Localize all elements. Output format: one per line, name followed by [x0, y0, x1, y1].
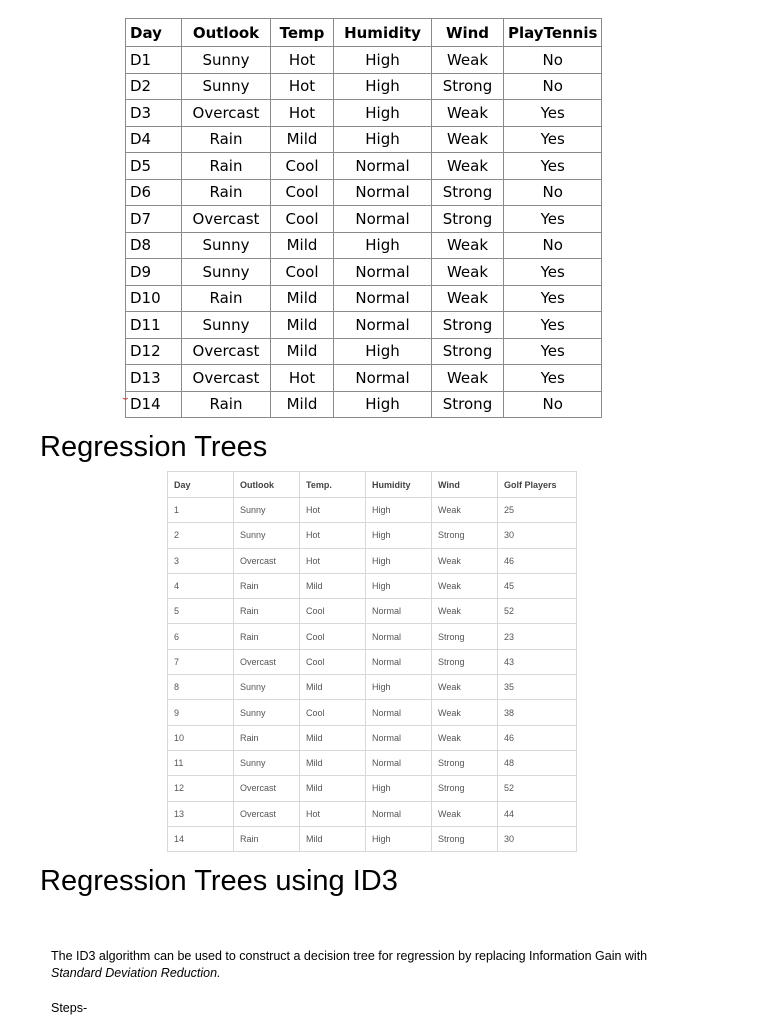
play-tennis-table-body: [126, 47, 602, 418]
play-tennis-table-header-cell: Humidity: [334, 19, 432, 47]
play-tennis-table-cell: D7: [126, 206, 182, 233]
golf-players-table-cell: 44: [498, 801, 577, 826]
golf-players-table-cell: Weak: [432, 725, 498, 750]
play-tennis-table-cell: Normal: [334, 259, 432, 286]
golf-players-table-cell: Mild: [300, 750, 366, 775]
play-tennis-table-cell: Weak: [432, 365, 504, 392]
play-tennis-table-row: [126, 338, 602, 365]
play-tennis-table-cell: Normal: [334, 285, 432, 312]
play-tennis-table-cell: Rain: [182, 126, 271, 153]
golf-players-table-header-cell: Outlook: [234, 472, 300, 498]
golf-players-table-row: [168, 801, 577, 826]
play-tennis-table-cell: D2: [126, 73, 182, 100]
play-tennis-table-cell: D14: [126, 391, 182, 418]
play-tennis-table-cell: No: [504, 232, 602, 259]
play-tennis-table-row: [126, 126, 602, 153]
golf-players-table-cell: Strong: [432, 750, 498, 775]
play-tennis-table-cell: Rain: [182, 179, 271, 206]
golf-players-table-row: [168, 750, 577, 775]
play-tennis-table-cell: D1: [126, 47, 182, 74]
golf-players-table-cell: Mild: [300, 573, 366, 598]
play-tennis-table-cell: Mild: [271, 232, 334, 259]
play-tennis-table-cell: Normal: [334, 179, 432, 206]
golf-players-table-cell: 1: [168, 498, 234, 523]
play-tennis-table-row: [126, 232, 602, 259]
id3-description-emphasis: Standard Deviation Reduction.: [51, 966, 221, 980]
play-tennis-table-cell: High: [334, 338, 432, 365]
play-tennis-table-cell: Normal: [334, 206, 432, 233]
play-tennis-table-cell: Mild: [271, 391, 334, 418]
golf-players-table-cell: 9: [168, 700, 234, 725]
golf-players-table-cell: Normal: [366, 700, 432, 725]
golf-players-table-cell: Hot: [300, 801, 366, 826]
play-tennis-table-cell: Strong: [432, 338, 504, 365]
golf-players-table-row: [168, 523, 577, 548]
play-tennis-table-cell: D11: [126, 312, 182, 339]
golf-players-table-cell: Strong: [432, 649, 498, 674]
golf-players-table-cell: Weak: [432, 700, 498, 725]
play-tennis-table-cell: Sunny: [182, 47, 271, 74]
golf-players-table-cell: Rain: [234, 725, 300, 750]
golf-players-table-cell: Overcast: [234, 548, 300, 573]
play-tennis-table-row: [126, 391, 602, 418]
play-tennis-table-cell: D8: [126, 232, 182, 259]
play-tennis-table-cell: Strong: [432, 73, 504, 100]
play-tennis-table-cell: Yes: [504, 312, 602, 339]
golf-players-table-cell: 25: [498, 498, 577, 523]
play-tennis-table-cell: D12: [126, 338, 182, 365]
golf-players-table-cell: Rain: [234, 573, 300, 598]
play-tennis-table-cell: Mild: [271, 126, 334, 153]
golf-players-table-cell: Overcast: [234, 801, 300, 826]
play-tennis-table-cell: Mild: [271, 285, 334, 312]
golf-players-table-cell: 46: [498, 725, 577, 750]
golf-players-table-cell: Rain: [234, 826, 300, 851]
golf-players-table-cell: 35: [498, 675, 577, 700]
play-tennis-table-row: [126, 73, 602, 100]
golf-players-table-cell: Sunny: [234, 750, 300, 775]
golf-players-table-cell: Normal: [366, 801, 432, 826]
play-tennis-table-cell: Weak: [432, 47, 504, 74]
play-tennis-table-cell: Weak: [432, 259, 504, 286]
golf-players-table-cell: Normal: [366, 750, 432, 775]
play-tennis-table-cell: Cool: [271, 259, 334, 286]
golf-players-table-cell: Cool: [300, 649, 366, 674]
golf-players-table-cell: 7: [168, 649, 234, 674]
golf-players-table-row: [168, 498, 577, 523]
golf-players-table-cell: 2: [168, 523, 234, 548]
golf-players-table-cell: Cool: [300, 624, 366, 649]
golf-players-table-cell: Sunny: [234, 498, 300, 523]
golf-players-table-cell: High: [366, 573, 432, 598]
play-tennis-table-cell: High: [334, 100, 432, 127]
golf-players-table-cell: Mild: [300, 675, 366, 700]
play-tennis-table-cell: Yes: [504, 206, 602, 233]
golf-players-table-row: [168, 599, 577, 624]
golf-players-table-cell: Normal: [366, 725, 432, 750]
golf-players-table-cell: Sunny: [234, 523, 300, 548]
golf-players-table-cell: Mild: [300, 725, 366, 750]
play-tennis-table-cell: High: [334, 47, 432, 74]
play-tennis-table-cell: No: [504, 391, 602, 418]
golf-players-table-row: [168, 776, 577, 801]
play-tennis-table-header-cell: Temp: [271, 19, 334, 47]
play-tennis-table-cell: D9: [126, 259, 182, 286]
golf-players-table-body: [168, 498, 577, 852]
play-tennis-table-cell: Strong: [432, 312, 504, 339]
play-tennis-table-cell: Rain: [182, 153, 271, 180]
golf-players-table-cell: High: [366, 548, 432, 573]
golf-players-table-cell: 43: [498, 649, 577, 674]
play-tennis-table-cell: Hot: [271, 365, 334, 392]
play-tennis-table-cell: Yes: [504, 365, 602, 392]
golf-players-table-cell: 45: [498, 573, 577, 598]
golf-players-table-cell: 10: [168, 725, 234, 750]
play-tennis-table-cell: Yes: [504, 285, 602, 312]
play-tennis-table-cell: Yes: [504, 259, 602, 286]
golf-players-table-cell: Mild: [300, 776, 366, 801]
golf-players-table-cell: Rain: [234, 624, 300, 649]
golf-players-table-cell: High: [366, 498, 432, 523]
play-tennis-table-cell: Yes: [504, 153, 602, 180]
golf-players-table-cell: Weak: [432, 675, 498, 700]
play-tennis-table-row: [126, 153, 602, 180]
golf-players-table-cell: Hot: [300, 498, 366, 523]
play-tennis-table-cell: Weak: [432, 232, 504, 259]
play-tennis-table-row: [126, 259, 602, 286]
golf-players-table-cell: High: [366, 675, 432, 700]
play-tennis-table-row: [126, 285, 602, 312]
golf-players-table-header-cell: Golf Players: [498, 472, 577, 498]
play-tennis-table-cell: D5: [126, 153, 182, 180]
golf-players-table-cell: High: [366, 523, 432, 548]
golf-players-table-cell: 30: [498, 826, 577, 851]
play-tennis-table-cell: Overcast: [182, 338, 271, 365]
play-tennis-table-row: [126, 179, 602, 206]
play-tennis-table-header-cell: Wind: [432, 19, 504, 47]
golf-players-table-cell: Weak: [432, 548, 498, 573]
golf-players-table-cell: 52: [498, 599, 577, 624]
play-tennis-table-header-cell: Outlook: [182, 19, 271, 47]
golf-players-table-row: [168, 725, 577, 750]
play-tennis-table-cell: Cool: [271, 206, 334, 233]
id3-description-paragraph: [51, 948, 691, 982]
steps-label: Steps-: [51, 1001, 88, 1015]
play-tennis-table-cell: Yes: [504, 338, 602, 365]
play-tennis-table-cell: Mild: [271, 312, 334, 339]
golf-players-table-cell: Cool: [300, 700, 366, 725]
golf-players-table-cell: Strong: [432, 624, 498, 649]
play-tennis-table-header-cell: Day: [126, 19, 182, 47]
golf-players-table-cell: 12: [168, 776, 234, 801]
golf-players-table-cell: 23: [498, 624, 577, 649]
golf-players-table-cell: 14: [168, 826, 234, 851]
golf-players-table-cell: 38: [498, 700, 577, 725]
play-tennis-table-row: [126, 365, 602, 392]
play-tennis-table-cell: Sunny: [182, 312, 271, 339]
play-tennis-table-cell: D6: [126, 179, 182, 206]
golf-players-table-row: [168, 548, 577, 573]
play-tennis-table-cell: D3: [126, 100, 182, 127]
play-tennis-table-cell: Weak: [432, 285, 504, 312]
golf-players-table-row: [168, 573, 577, 598]
golf-players-table-header-cell: Wind: [432, 472, 498, 498]
golf-players-table-cell: Sunny: [234, 700, 300, 725]
play-tennis-table-cell: Yes: [504, 126, 602, 153]
play-tennis-table-cell: Strong: [432, 391, 504, 418]
golf-players-table-header: [168, 472, 577, 498]
golf-players-table-cell: Weak: [432, 599, 498, 624]
play-tennis-table-cell: D4: [126, 126, 182, 153]
golf-players-table-cell: Mild: [300, 826, 366, 851]
play-tennis-table-cell: Cool: [271, 179, 334, 206]
golf-players-table-cell: Overcast: [234, 649, 300, 674]
golf-players-table-cell: Weak: [432, 498, 498, 523]
golf-players-table-cell: 11: [168, 750, 234, 775]
play-tennis-table-cell: Overcast: [182, 206, 271, 233]
play-tennis-table-cell: Sunny: [182, 73, 271, 100]
play-tennis-table-cell: No: [504, 179, 602, 206]
golf-players-table: [167, 471, 577, 852]
play-tennis-table: [125, 18, 602, 418]
play-tennis-table-cell: Rain: [182, 285, 271, 312]
play-tennis-table-cell: Sunny: [182, 259, 271, 286]
golf-players-table-cell: Hot: [300, 548, 366, 573]
play-tennis-table-cell: Strong: [432, 206, 504, 233]
play-tennis-table-row: [126, 47, 602, 74]
golf-players-table-cell: 8: [168, 675, 234, 700]
golf-players-table-cell: 52: [498, 776, 577, 801]
play-tennis-table-cell: Rain: [182, 391, 271, 418]
golf-players-table-header-cell: Humidity: [366, 472, 432, 498]
golf-players-table-row: [168, 700, 577, 725]
golf-players-table-row: [168, 675, 577, 700]
golf-players-table-cell: 6: [168, 624, 234, 649]
golf-players-table-cell: 3: [168, 548, 234, 573]
golf-players-table-cell: Overcast: [234, 776, 300, 801]
play-tennis-table-cell: Strong: [432, 179, 504, 206]
play-tennis-table-cell: Weak: [432, 153, 504, 180]
golf-players-table-cell: 5: [168, 599, 234, 624]
play-tennis-table-cell: Mild: [271, 338, 334, 365]
golf-players-table-cell: Weak: [432, 801, 498, 826]
play-tennis-table-cell: High: [334, 73, 432, 100]
play-tennis-table-cell: No: [504, 73, 602, 100]
play-tennis-table-row: [126, 100, 602, 127]
play-tennis-table-cell: D10: [126, 285, 182, 312]
golf-players-table-row: [168, 826, 577, 851]
play-tennis-table-cell: Weak: [432, 100, 504, 127]
play-tennis-table-row: [126, 206, 602, 233]
play-tennis-table-cell: Hot: [271, 73, 334, 100]
play-tennis-table-cell: No: [504, 47, 602, 74]
play-tennis-table-cell: D13: [126, 365, 182, 392]
play-tennis-table-cell: Hot: [271, 100, 334, 127]
golf-players-table-cell: Normal: [366, 599, 432, 624]
golf-players-table-row: [168, 624, 577, 649]
golf-players-table-cell: Strong: [432, 826, 498, 851]
play-tennis-table-cell: Overcast: [182, 100, 271, 127]
golf-players-table-cell: 48: [498, 750, 577, 775]
golf-players-table-cell: 46: [498, 548, 577, 573]
play-tennis-table-header-cell: PlayTennis: [504, 19, 602, 47]
play-tennis-table-cell: Cool: [271, 153, 334, 180]
golf-players-table-header-cell: Day: [168, 472, 234, 498]
golf-players-table-cell: Strong: [432, 776, 498, 801]
golf-players-table-cell: High: [366, 826, 432, 851]
golf-players-table-cell: Normal: [366, 649, 432, 674]
golf-players-table-cell: Cool: [300, 599, 366, 624]
play-tennis-table-cell: High: [334, 391, 432, 418]
regression-trees-id3-heading: Regression Trees using ID3: [40, 865, 398, 897]
regression-trees-heading: Regression Trees: [40, 431, 268, 463]
play-tennis-table-cell: Sunny: [182, 232, 271, 259]
play-tennis-table-cell: Weak: [432, 126, 504, 153]
play-tennis-table-cell: Normal: [334, 153, 432, 180]
golf-players-table-cell: Hot: [300, 523, 366, 548]
golf-players-table-cell: Weak: [432, 573, 498, 598]
golf-players-table-cell: 30: [498, 523, 577, 548]
play-tennis-table-header: [126, 19, 602, 47]
golf-players-table-cell: Rain: [234, 599, 300, 624]
play-tennis-table-cell: Yes: [504, 100, 602, 127]
play-tennis-table-cell: High: [334, 126, 432, 153]
play-tennis-table-cell: Overcast: [182, 365, 271, 392]
play-tennis-table-cell: Normal: [334, 312, 432, 339]
golf-players-table-cell: 13: [168, 801, 234, 826]
golf-players-table-cell: 4: [168, 573, 234, 598]
id3-description-text: The ID3 algorithm can be used to construct a decision tree for regression by replacing Information Gain with: [51, 949, 648, 963]
play-tennis-table-cell: High: [334, 232, 432, 259]
golf-players-table-cell: Strong: [432, 523, 498, 548]
golf-players-table-cell: Sunny: [234, 675, 300, 700]
golf-players-table-header-cell: Temp.: [300, 472, 366, 498]
play-tennis-table-cell: Hot: [271, 47, 334, 74]
play-tennis-table-row: [126, 312, 602, 339]
golf-players-table-row: [168, 649, 577, 674]
play-tennis-table-cell: Normal: [334, 365, 432, 392]
golf-players-table-cell: High: [366, 776, 432, 801]
golf-players-table-cell: Normal: [366, 624, 432, 649]
cursor-mark-icon: ⌣: [122, 393, 129, 404]
